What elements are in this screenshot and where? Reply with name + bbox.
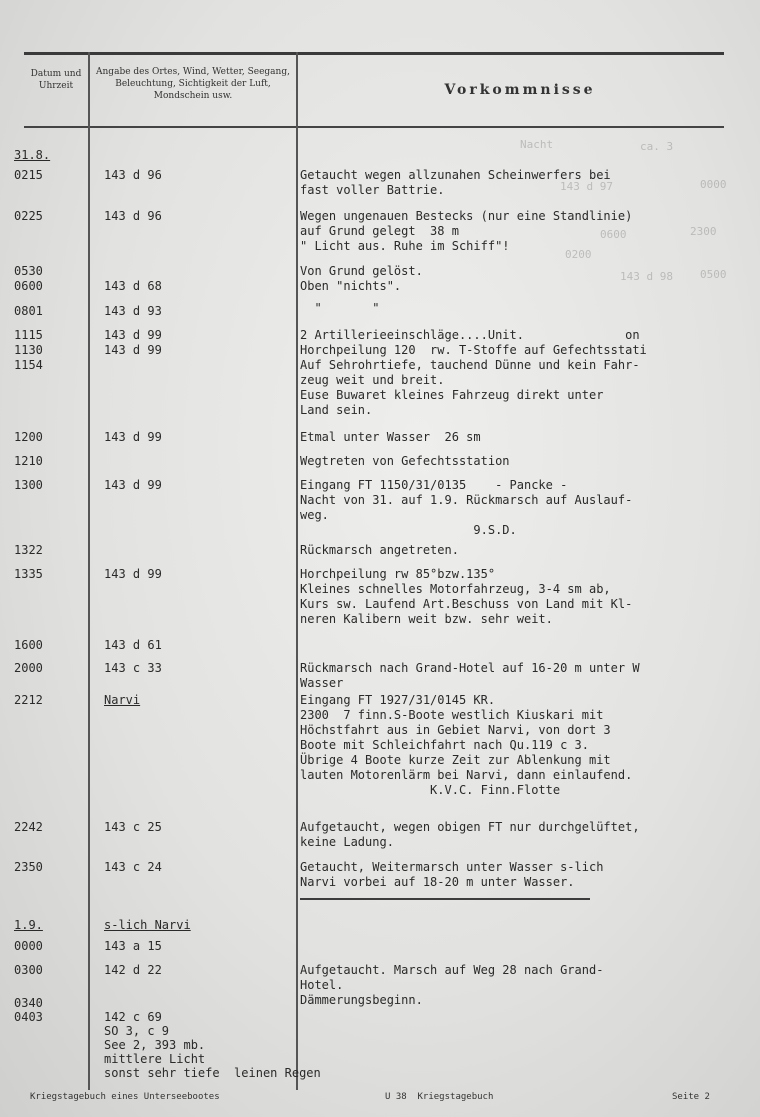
section-rule (300, 898, 590, 900)
row-event: Wegtreten von Gefechtsstation (300, 454, 510, 468)
row-event: Aufgetaucht. Marsch auf Weg 28 nach Grand- Hotel. (300, 963, 604, 992)
ghost-text: Nacht (520, 138, 554, 151)
row-time: 0530 (14, 264, 43, 278)
row-time: 0300 (14, 963, 43, 977)
row-event: Rückmarsch nach Grand-Hotel auf 16-20 m unter W Wasser (300, 661, 640, 690)
row-time: 2212 (14, 693, 43, 707)
ghost-text: 0000 (700, 178, 727, 191)
ghost-text: 143 d 97 (560, 180, 613, 193)
row-time: 0403 (14, 1010, 43, 1024)
row-time: 1.9. (14, 918, 43, 932)
row-time: 1130 (14, 343, 43, 357)
row-time: 0215 (14, 168, 43, 182)
row-event: " " (300, 301, 380, 315)
row-event: Horchpeilung rw 85°bzw.135° Kleines schnelles Motorfahrzeug, 3-4 sm ab, Kurs sw. Laufend Art.Beschuss von Land mit Kl- neren Kalibern weit bzw. sehr weit. (300, 567, 633, 626)
footer-mid: U 38 Kriegstagebuch (385, 1092, 494, 1102)
row-event: Etmal unter Wasser 26 sm (300, 430, 481, 444)
row-position: 143 d 99 (104, 328, 162, 342)
row-time: 0600 (14, 279, 43, 293)
ghost-text: 0600 (600, 228, 627, 241)
row-time: 1200 (14, 430, 43, 444)
row-event: Oben "nichts". (300, 279, 402, 293)
row-time: 2350 (14, 860, 43, 874)
row-event: Wegen ungenauen Bestecks (nur eine Standlinie) auf Grund gelegt 38 m " Licht aus. Ruhe im Schiff"! (300, 209, 633, 253)
row-event: Getaucht, Weitermarsch unter Wasser s-lich Narvi vorbei auf 18-20 m unter Wasser. (300, 860, 604, 889)
column-divider-1 (88, 52, 90, 1090)
row-position: 142 d 22 (104, 963, 162, 977)
row-position: 143 c 25 (104, 820, 162, 834)
row-position: 143 d 99 (104, 478, 162, 492)
row-event: 2 Artillerieeinschläge....Unit. on (300, 328, 640, 342)
footer-left: Kriegstagebuch eines Unterseebootes (30, 1092, 220, 1102)
row-time: 0225 (14, 209, 43, 223)
row-event: Aufgetaucht, wegen obigen FT nur durchgelüftet, keine Ladung. (300, 820, 640, 849)
row-position: 143 c 24 (104, 860, 162, 874)
row-time: 1600 (14, 638, 43, 652)
row-position: 143 d 96 (104, 168, 162, 182)
row-event: Horchpeilung 120 rw. T-Stoffe auf Gefechtsstati Auf Sehrohrtiefe, tauchend Dünne und kein Fahr- zeug weit und breit. Euse Buwaret kleines Fahrzeug direkt unter Land sein. (300, 343, 647, 417)
header-events: Vorkommnisse (444, 82, 596, 98)
row-position: 143 d 96 (104, 209, 162, 223)
row-time: 1115 (14, 328, 43, 342)
ghost-text: 143 d 98 (620, 270, 673, 283)
header-date-time: Datum und Uhrzeit (30, 69, 82, 91)
row-event: Eingang FT 1150/31/0135 - Pancke - Nacht von 31. auf 1.9. Rückmarsch auf Auslauf- weg. 9.S.D. (300, 478, 633, 537)
row-position: 143 d 99 (104, 430, 162, 444)
row-time: 2000 (14, 661, 43, 675)
row-position: s-lich Narvi (104, 918, 191, 932)
row-time: 1322 (14, 543, 43, 557)
row-event: Eingang FT 1927/31/0145 KR. 2300 7 finn.S-Boote westlich Kiuskari mit Höchstfahrt aus in Gebiet Narvi, von dort 3 Boote mit Schleichfahrt nach Qu.119 c 3. Übrige 4 Boote kurze Zeit zur Ablenkung mit lauten Motorenlärm bei Narvi, dann einlaufend. K.V.C. Finn.Flotte (300, 693, 633, 797)
row-time: 1154 (14, 358, 43, 372)
row-position: 143 c 33 (104, 661, 162, 675)
row-event: Von Grund gelöst. (300, 264, 423, 278)
ghost-text: 0500 (700, 268, 727, 281)
row-time: 0000 (14, 939, 43, 953)
row-event: Getaucht wegen allzunahen Scheinwerfers bei fast voller Battrie. (300, 168, 611, 197)
row-position: 143 d 93 (104, 304, 162, 318)
header-rule (24, 126, 724, 128)
row-position: 142 c 69 SO 3, c 9 See 2, 393 mb. mittlere Licht sonst sehr tiefe leinen Regen (104, 1010, 321, 1080)
row-position: Narvi (104, 693, 141, 707)
row-position: 143 d 99 (104, 343, 162, 357)
ghost-text: ca. 3 (640, 140, 674, 153)
row-time: 0801 (14, 304, 43, 318)
ghost-text: 2300 (690, 225, 717, 238)
row-position: 143 a 15 (104, 939, 162, 953)
row-time: 1335 (14, 567, 43, 581)
row-event: Rückmarsch angetreten. (300, 543, 459, 557)
column-divider-2 (296, 52, 298, 1090)
top-rule (24, 52, 724, 55)
footer-right: Seite 2 (672, 1092, 710, 1102)
row-event: Dämmerungsbeginn. (300, 993, 423, 1007)
row-time: 1300 (14, 478, 43, 492)
row-time: 0340 (14, 996, 43, 1010)
header-location-weather: Angabe des Ortes, Wind, Wetter, Seegang, Beleuchtung, Sichtigkeit der Luft, Mondschein usw. (96, 67, 290, 101)
ghost-text: 0200 (565, 248, 592, 261)
row-time: 2242 (14, 820, 43, 834)
row-time: 31.8. (14, 148, 51, 162)
row-time: 1210 (14, 454, 43, 468)
row-position: 143 d 99 (104, 567, 162, 581)
row-position: 143 d 68 (104, 279, 162, 293)
row-position: 143 d 61 (104, 638, 162, 652)
